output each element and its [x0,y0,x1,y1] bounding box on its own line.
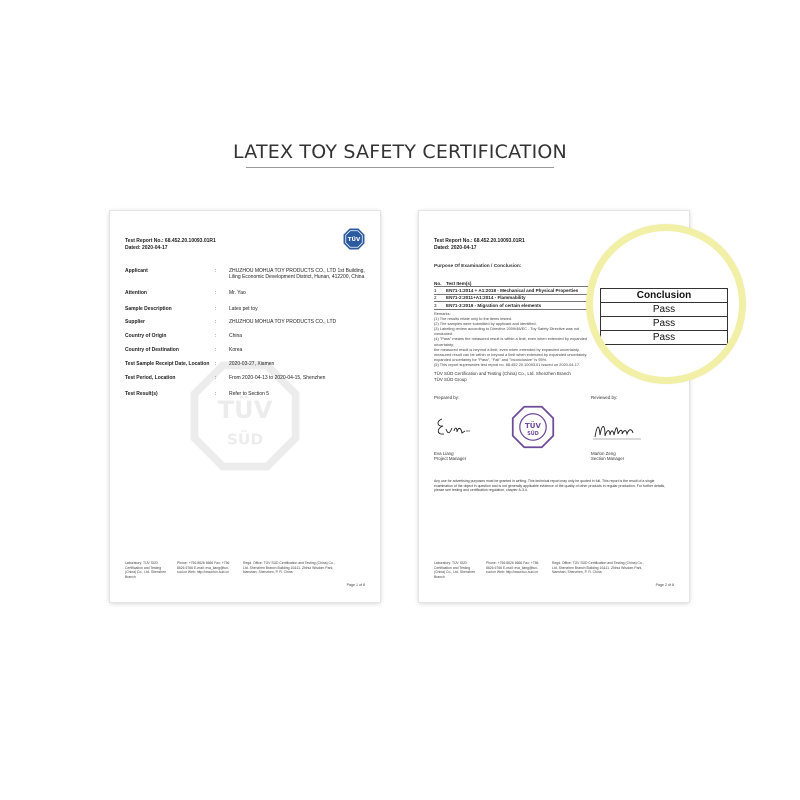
footer-office: Regd. Office: TÜV SÜD Certification and Testing (China) Co., Ltd. Shenzhen Branch Building 10&11, Zhihui Wisdom Park, Nanshan, Shenzhen, P. R. China [552,561,644,575]
footer-contact: Phone: +756 8626 6666 Fax: +756 8626 6766 E-mail: eva_liang@tuv-sud.cn Web: http://www.tuv-sud.cn [177,561,230,575]
table-header-row [434,280,609,287]
field-label: Test Result(s) [125,391,158,397]
item-number: 2 [434,295,437,301]
footer-office: Regd. Office: TÜV SÜD Certification and Testing (China) Co., Ltd. Shenzhen Branch Building 10&11, Zhihui Wisdom Park, Nanshan, Shenzhen, P. R. China [243,561,335,575]
preparer-name: Eva Liang [434,451,454,456]
conclusion-rows [601,303,727,345]
field-colon: : [215,268,217,274]
field-value: 2020-03-27, Xiamen [229,361,275,367]
item-number: 1 [434,287,437,293]
test-item-rows [434,287,609,309]
field-label: Supplier [125,319,146,325]
report-number: Test Report No.: 68.452.20.10093.01R1 [434,238,525,244]
conclusion-result: Pass [601,317,727,331]
field-colon: : [215,347,217,353]
preparer-signature-icon [434,411,474,441]
report-number: Test Report No.: 68.452.20.10093.01R1 [125,238,216,244]
remark-line: (5) This report supersedes test report no. 68.452.20.10093.01 issued on 2020-04-17. [434,361,581,367]
report-date: Dated: 2020-04-17 [125,245,168,251]
preparer-title: Project Manager [434,456,467,462]
remark-line: (4) "Pass" means the measured result is within a limit, even when extended by expanded uncertainty; [434,336,588,347]
remarks-list [434,316,599,367]
item-name: EN71-1:2014 + A1:2018 - Mechanical and Physical Properties [446,287,579,293]
svg-text:TÜV: TÜV [525,420,541,430]
lab-company: TÜV SÜD Certification and Testing (China) Co., Ltd. Shenzhen Branch [434,371,571,376]
field-label: Attention [125,290,147,296]
item-number: 3 [434,302,437,308]
title-divider [246,167,554,168]
report-date: Dated: 2020-04-17 [434,245,477,251]
conclusion-header: Conclusion [601,289,727,303]
page-number: Page 1 of 8 [346,583,365,587]
lab-group: TÜV SÜD Group [434,377,467,382]
remark-line: measured result can be within or beyond a limit when extended by expanded uncertainty. [434,351,588,357]
field-colon: : [215,391,217,397]
field-value: ZHUZHOU MOHUA TOY PRODUCTS CO., LTD 1st Building, Liling Economic Development District, Hunan, 412200, China [229,268,365,281]
conclusion-result: Pass [601,331,727,345]
tuv-logo-icon [343,228,365,250]
remark-line: (3) Labeling review according to Directive 2009/48/EC - Toy Safety Directive was not conducted. [434,326,580,337]
field-colon: : [215,361,217,367]
reviewer-name: Marlon Zeng [591,451,616,456]
item-name: EN71-3:2019 - Migration of certain elements [446,302,542,308]
tuv-seal-icon [511,405,555,449]
report-header [125,238,216,252]
footer-laboratory: Laboratory: TÜV SÜD Certification and Testing (China) Co., Ltd. Shenzhen Branch [434,561,476,579]
report-page-1 [110,211,380,602]
field-value: Latex pet toy [229,306,258,312]
svg-text:TÜV: TÜV [347,237,361,244]
item-name: EN71-2:2011+A1:2014 - Flammability [446,295,526,301]
table-row [434,287,609,294]
remark-line: (2) The samples were submitted by applicant and identified. [434,321,537,327]
svg-text:SÜD: SÜD [527,431,539,437]
field-label: Test Period, Location [125,375,176,381]
purpose-heading: Purpose Of Examination / Conclusion: [434,264,522,269]
conclusion-table [600,288,728,345]
disclaimer: Any use for advertising purposes must be granted in writing. This technical report may only be quoted in full. This report is the result of a single examination of the object in question and is not generally applicable evidence of the quality of other products in regular production. For further details, please see testing and certification regulation, chapter A-3.4. [434,479,666,493]
footer-laboratory: Laboratory: TÜV SÜD Certification and Testing (China) Co., Ltd. Shenzhen Branch [125,561,167,579]
field-label: Sample Description [125,306,172,312]
svg-text:TÜV: TÜV [217,396,273,425]
field-label: Test Sample Receipt Date, Location [125,361,210,367]
column-no: No. [434,280,442,286]
page-title: LATEX TOY SAFETY CERTIFICATION [233,141,567,163]
svg-text:SÜD: SÜD [226,430,264,449]
field-value: Mr. Yao [229,290,246,296]
remark-line: (1) The results relate only to the items tested. [434,316,512,322]
field-value: Refer to Section 5 [229,391,270,397]
field-colon: : [215,319,217,325]
field-value: Korea [229,347,243,353]
remarks [434,311,599,367]
footer-contact: Phone: +756 8626 6666 Fax: +756 8626 6766 E-mail: eva_liang@tuv-sud.cn Web: http://www.tuv-sud.cn [486,561,539,575]
column-test-items: Test Item(s) [446,280,472,286]
remark-line: the measured result is beyond a limit, even when extended by expanded uncertainty. [434,346,580,352]
field-colon: : [215,375,217,381]
test-items-table [434,280,609,310]
table-row [434,302,609,309]
reviewer-signature-icon [591,415,647,443]
conclusion-result: Pass [601,303,727,317]
field-label: Country of Origin [125,333,167,339]
field-value: ZHUZHOU MOHUA TOY PRODUCTS CO., LTD [229,319,337,325]
field-value: From 2020-04-13 to 2020-04-15, Shenzhen [229,375,326,381]
field-label: Applicant [125,268,148,274]
conclusion-magnifier [586,224,746,384]
field-label: Country of Destination [125,347,179,353]
reviewer [591,451,624,461]
field-value: China [229,333,243,339]
page-number: Page 2 of 8 [655,583,674,587]
prepared-by-label: Prepared by: [434,395,460,400]
reviewed-by-label: Reviewed by: [591,395,618,400]
remark-line: expanded uncertainty for "Pass", "Fail" and "Inconclusive" is 95%. [434,356,548,362]
reviewer-title: Section Manager [591,456,625,462]
report-header [434,238,525,252]
field-colon: : [215,290,217,296]
table-row [434,295,609,302]
field-colon: : [215,306,217,312]
preparer [434,451,466,461]
field-colon: : [215,333,217,339]
remarks-title: Remarks: [434,311,451,316]
